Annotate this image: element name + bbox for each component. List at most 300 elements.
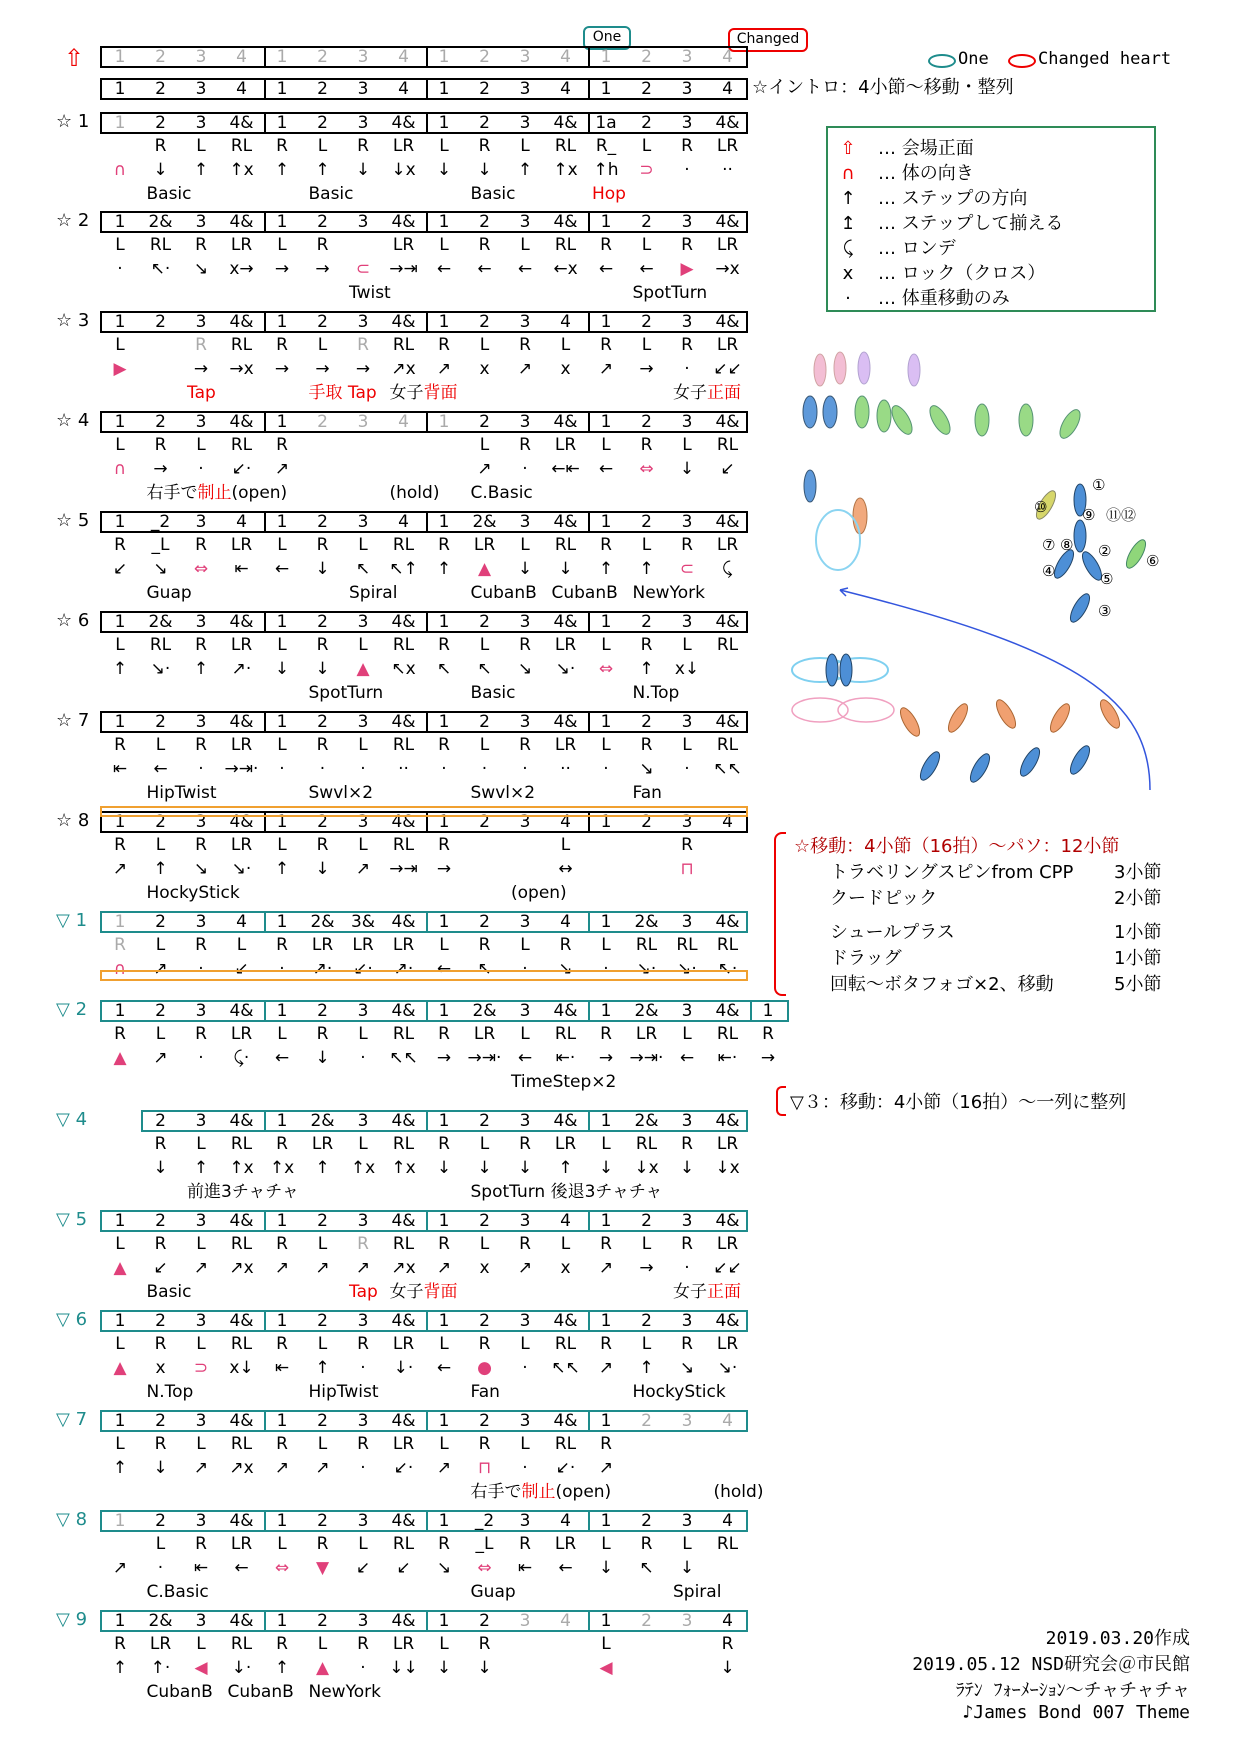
count-cell: 1 [438,1511,450,1531]
foot-cell: L [520,1024,530,1044]
figure-name: Basic [470,683,516,703]
foot-cell: L [196,1234,206,1254]
count-cell: 4& [553,612,578,632]
step-arrow: ← [517,259,533,279]
foot-cell: R [195,1534,207,1554]
count-cell: 2 [641,312,652,332]
count-cell: 3 [357,1001,369,1021]
foot-cell: L [358,1024,368,1044]
foot-cell: L [196,1634,206,1654]
foot-cell: L [317,335,328,355]
figure-name: 前進3チャチャ [187,1182,299,1202]
count-cell: 1 [600,1001,612,1021]
foot-cell: RL [554,1334,577,1354]
foot-cell: L [439,1434,449,1454]
foot-cell: RL [392,535,415,555]
count-cell: 1 [600,312,612,332]
foot-cell: L [155,1534,166,1554]
step-arrow: ↗ [436,1458,452,1478]
count-cell: 4 [722,79,733,99]
count-cell: 1 [438,1311,450,1331]
step-arrow: ↑ [315,1358,330,1378]
foot-cell: RL [230,435,253,455]
count-cell: 4& [229,612,254,632]
count-cell: 2 [317,312,328,332]
figure-name: CubanB [146,1682,213,1702]
count-cell: 2 [317,113,328,133]
count-cell: 2 [155,1511,166,1531]
foot-cell: R [276,335,288,355]
foot-cell: LR [554,1134,577,1154]
legend-row [828,234,956,260]
step-arrow: ← [436,1358,452,1378]
count-cell: 3 [195,1511,207,1531]
count-cell: 3 [519,47,531,67]
count-cell: 3 [519,1611,531,1631]
row-label: ▽ 4 [56,1109,88,1130]
foot-cell: R [438,1534,450,1554]
count-cell: 2 [317,1511,328,1531]
foot-cell: L [682,735,692,755]
count-cell: 4& [715,113,740,133]
count-cell: 4 [722,1611,733,1631]
foot-cell: R [762,1024,774,1044]
step-arrow: ↓ [436,1658,452,1678]
foot-cell: R [600,1024,612,1044]
step-arrow: ← [274,559,290,579]
step-arrow: · [684,1258,690,1278]
count-cell: 4& [553,1001,578,1021]
step-arrow: →⇥· [467,1048,502,1068]
step-arrow: ↓ [679,459,695,479]
foot-cell: R [640,635,653,655]
foot-cell: R [640,735,653,755]
count-cell: 3 [519,512,531,532]
count-cell: 3 [681,212,693,232]
count-cell: 1 [438,612,450,632]
step-arrow: ← [679,1048,695,1068]
step-arrow: ⤹· [233,1048,250,1068]
count-cell: 2 [317,47,328,67]
foot-cell: RL [635,1134,658,1154]
count-cell: 3 [681,312,693,332]
count-cell: 1 [600,212,612,232]
foot-cell: RL [392,635,415,655]
foot-cell: L [317,1234,328,1254]
foot-cell: R [195,1024,207,1044]
count-cell: 4 [236,512,247,532]
legend-symbol-icon: x [842,263,854,284]
count-cell: 3 [681,1411,693,1431]
foot-cell: RL [716,435,739,455]
count-cell: 4 [236,912,247,932]
count-cell: 3 [519,412,531,432]
count-cell: 1 [114,79,126,99]
legend-text: … ステップの方向 [878,188,1028,209]
count-cell: 4 [560,79,571,99]
foot-cell: R [478,1434,491,1454]
step-arrow: ↙ [355,1558,371,1578]
foot-cell: R [276,1234,288,1254]
step-arrow: →⇥ [389,259,418,279]
step-arrow: ↓↓ [389,1658,418,1678]
foot-cell: L [439,1334,449,1354]
step-arrow: ↑x [269,1158,295,1178]
count-cell: 4& [391,912,416,932]
count-cell: 3 [195,1611,207,1631]
step-arrow: →⇥· [629,1048,664,1068]
step-arrow: ↑h [593,160,619,180]
step-arrow: ← [598,459,614,479]
foot-cell: L [155,1024,166,1044]
step-arrow: ⊓ [477,1458,492,1478]
count-cell: 3 [357,1311,369,1331]
count-cell: 3 [195,79,207,99]
count-cell: 2 [641,1211,652,1231]
count-cell: 2 [317,1211,328,1231]
count-cell: 1 [276,1511,288,1531]
count-cell: 4& [715,412,740,432]
figure-name: HockyStick [632,1382,726,1402]
count-cell: 3 [357,1411,369,1431]
foot-cell: L [641,1334,652,1354]
move-item-name: シュールプラス [830,922,955,943]
foot-cell: R [195,635,207,655]
count-cell: 4& [229,1611,254,1631]
step-arrow: ↓· [231,1658,252,1678]
step-arrow: ↑ [639,659,654,679]
foot-cell: L [601,635,611,655]
foot-cell: R [519,1534,531,1554]
count-cell: 1 [114,1511,126,1531]
count-cell: 3 [519,79,531,99]
step-arrow: → [315,359,330,379]
step-arrow: ↖ [639,1558,654,1578]
count-cell: 4& [229,1311,254,1331]
foot-cell: R [195,835,207,855]
count-cell: 3 [519,1511,531,1531]
count-cell: 1 [600,612,612,632]
step-arrow: ↖· [717,959,738,979]
count-cell: 3 [681,812,693,832]
figure-name: HipTwist [146,783,217,803]
count-cell: 2 [155,1211,166,1231]
step-arrow: → [639,359,654,379]
count-cell: 3 [519,912,531,932]
step-arrow: · [684,359,690,379]
count-cell: 2 [641,612,652,632]
foot-cell: L [277,535,287,555]
count-cell: 3 [195,1111,207,1131]
foot-cell: R [681,1134,693,1154]
count-cell: 2 [479,1111,490,1131]
foot-cell: L [479,1234,490,1254]
step-arrow: · [603,959,609,979]
diagram-number-10: ⑩ [1034,498,1048,516]
count-cell: 1 [600,712,612,732]
step-arrow: →x [715,259,740,279]
count-cell: 3 [357,712,369,732]
count-cell: 3& [350,912,376,932]
row-label: ▽ 9 [56,1609,88,1630]
foot-cell: LR [554,635,577,655]
step-arrow: ↘· [555,659,576,679]
count-cell: 2 [155,1001,166,1021]
step-arrow: ↗ [193,1258,209,1278]
step-arrow: ↑ [193,659,209,679]
count-cell: 2 [155,312,166,332]
foot-cell: R [114,935,126,955]
foot-cell: LR [716,235,739,255]
foot-cell: R [154,1134,167,1154]
foot-cell: R [114,1634,126,1654]
foot-cell: L [682,635,692,655]
step-arrow: ↘ [153,559,168,579]
figure-name: 女子正面 [673,383,741,403]
foot-cell: RL [230,136,253,156]
foot-cell: L [277,1534,287,1554]
foot-cell: L [601,435,611,455]
stage-front-icon: ⇧ [64,44,85,72]
step-arrow: ⇔ [639,459,654,479]
count-cell: 3 [357,47,369,67]
step-arrow: ← [436,959,452,979]
foot-cell: R [154,1234,167,1254]
step-arrow: → [760,1048,776,1068]
count-cell: 2 [155,1411,166,1431]
count-cell: 2 [641,512,652,532]
count-cell: 1 [276,1001,288,1021]
count-cell: 2 [641,712,652,732]
foot-cell: R [438,735,450,755]
foot-cell: R [519,735,531,755]
foot-cell: RL [716,1534,739,1554]
diagram-number-6: ⑥ [1146,552,1160,570]
foot-cell: L [601,735,611,755]
step-arrow: ∩ [113,160,127,180]
count-cell: 1 [276,412,288,432]
step-arrow: ↙· [353,959,373,979]
step-arrow: ↓ [274,659,290,679]
foot-cell: R [114,735,126,755]
figure-name: Spiral [673,1582,722,1602]
move-note-2: ▽３：移動：4小節（16拍）～一列に整列 [790,1092,1127,1113]
step-arrow: · [319,759,326,779]
step-arrow: → [639,1258,654,1278]
count-cell: 1 [600,1611,612,1631]
count-cell: 4& [229,712,254,732]
foot-cell: RL [392,1534,415,1554]
step-arrow: ↑ [153,859,168,879]
legend-text: … 体の向き [878,163,974,184]
row-label: ▽ 1 [56,910,88,931]
step-arrow: ↓ [436,160,452,180]
step-arrow: ← [153,759,168,779]
step-arrow: → [598,1048,614,1068]
count-cell: 3 [519,113,531,133]
step-arrow: ⊃ [193,1358,209,1378]
count-cell: 3 [195,1411,207,1431]
foot-cell: LR [311,1134,334,1154]
count-cell: 2 [641,212,652,232]
figure-name: CubanB [470,583,537,603]
step-arrow: ↑ [436,559,452,579]
count-cell: 2 [155,79,166,99]
count-cell: 2& [634,912,659,932]
foot-cell: L [520,1434,530,1454]
count-cell: 1 [438,812,450,832]
count-cell: 4& [229,1111,254,1131]
foot-cell: R [478,235,491,255]
step-arrow: → [315,259,330,279]
step-arrow: · [198,959,204,979]
count-cell: 3 [681,113,693,133]
count-cell: 4& [229,212,254,232]
diagram-number-4: ④ [1042,562,1056,580]
foot-cell: RL [554,235,577,255]
foot-cell: R [600,1234,612,1254]
count-cell: 4& [391,1001,416,1021]
count-cell: 2 [479,412,490,432]
foot-cell: R [195,735,207,755]
count-cell: 4& [553,1311,578,1331]
count-cell: 4 [236,79,247,99]
count-cell: 3 [195,512,207,532]
count-cell: 1 [438,1411,450,1431]
foot-cell: L [439,1634,449,1654]
foot-cell: LR [230,735,253,755]
foot-cell: L [115,1434,125,1454]
foot-cell: LR [352,935,374,955]
count-cell: 3 [681,612,693,632]
foot-cell: LR [554,1534,577,1554]
count-cell: 3 [519,712,531,732]
step-arrow: ↓ [315,1048,330,1068]
step-arrow: ↗ [598,1358,614,1378]
count-cell: 2 [479,712,490,732]
foot-cell: L [358,735,368,755]
foot-cell: R [519,635,531,655]
step-arrow: ↓ [315,859,330,879]
foot-cell: R [276,1634,288,1654]
count-cell: 2 [317,212,328,232]
section-bracket [100,970,748,981]
foot-cell: R [154,1434,167,1454]
count-cell: 2 [155,47,166,67]
foot-cell: R [600,235,612,255]
count-cell: 3 [195,312,207,332]
count-cell: 4 [560,912,571,932]
foot-cell: RL [230,1334,253,1354]
step-arrow: ↖↖ [389,1048,418,1068]
step-arrow: · [360,759,366,779]
step-arrow: x [479,359,490,379]
count-cell: 3 [357,113,369,133]
step-arrow: ↓ [477,160,492,180]
step-arrow: ← [639,259,654,279]
step-arrow: ↑ [274,160,290,180]
foot-cell: L [439,935,449,955]
changed-legend-label: Changed heart [1038,49,1172,69]
count-cell: 3 [519,312,531,332]
row-label: ☆ 3 [56,310,90,331]
foot-cell: RL [392,835,415,855]
legend-box [826,126,1156,312]
count-cell: 4& [553,1111,578,1131]
foot-cell: LR [392,136,415,156]
foot-cell: R [154,136,167,156]
foot-cell: L [155,935,166,955]
step-arrow: ⇔ [477,1558,492,1578]
step-arrow: x [155,1358,166,1378]
foot-cell: R [316,735,329,755]
foot-cell: R [357,1334,369,1354]
count-cell: 1 [114,712,126,732]
count-cell: _2 [474,1511,495,1531]
count-cell: 1 [600,412,612,432]
foot-cell: _L [475,1534,494,1554]
step-arrow: · [603,759,609,779]
count-cell: 3 [195,812,207,832]
row-label: ▽ 2 [56,999,88,1020]
count-cell: 1 [600,1511,612,1531]
count-cell: 2 [479,312,490,332]
legend-row [828,159,974,185]
step-arrow: ← [558,1558,573,1578]
step-arrow: ↓ [477,1158,492,1178]
count-cell: 4& [553,512,578,532]
step-arrow: ↗ [598,1458,614,1478]
foot-cell: L [682,1024,692,1044]
step-arrow: ↓ [153,160,168,180]
count-cell: 2 [641,113,652,133]
row-label: ▽ 8 [56,1509,88,1530]
step-arrow: ↗x [391,1258,416,1278]
count-cell: 2 [317,1311,328,1331]
count-cell: 3 [195,412,207,432]
foot-cell: L [601,1634,611,1654]
foot-cell: R [600,535,612,555]
foot-cell: R [154,1334,167,1354]
foot-cell: LR [149,1634,172,1654]
count-cell: 4 [722,812,733,832]
step-arrow: ↗ [274,1458,290,1478]
foot-cell: L [358,635,368,655]
foot-cell: R [276,435,288,455]
step-arrow: x [560,359,571,379]
step-arrow: → [355,359,371,379]
count-cell: 1 [276,612,288,632]
row-label: ☆ 8 [56,810,90,831]
row-label: ▽ 6 [56,1309,88,1330]
count-cell: 4& [715,512,740,532]
step-arrow: ↓ [598,1558,614,1578]
step-arrow: x→ [229,259,254,279]
count-cell: 3 [195,1001,207,1021]
count-cell: 2& [310,1111,335,1131]
foot-cell: R [357,1634,369,1654]
count-cell: 3 [357,612,369,632]
count-cell: 1 [276,47,288,67]
figure-name: Basic [146,1282,192,1302]
count-cell: 2 [155,113,166,133]
legend-row [828,184,1027,210]
legend-text: … ステップして揃える [878,213,1064,234]
foot-cell: LR [716,335,739,355]
step-arrow: · [360,1658,366,1678]
step-arrow: ↓ [436,1158,452,1178]
step-arrow: · [360,1048,366,1068]
